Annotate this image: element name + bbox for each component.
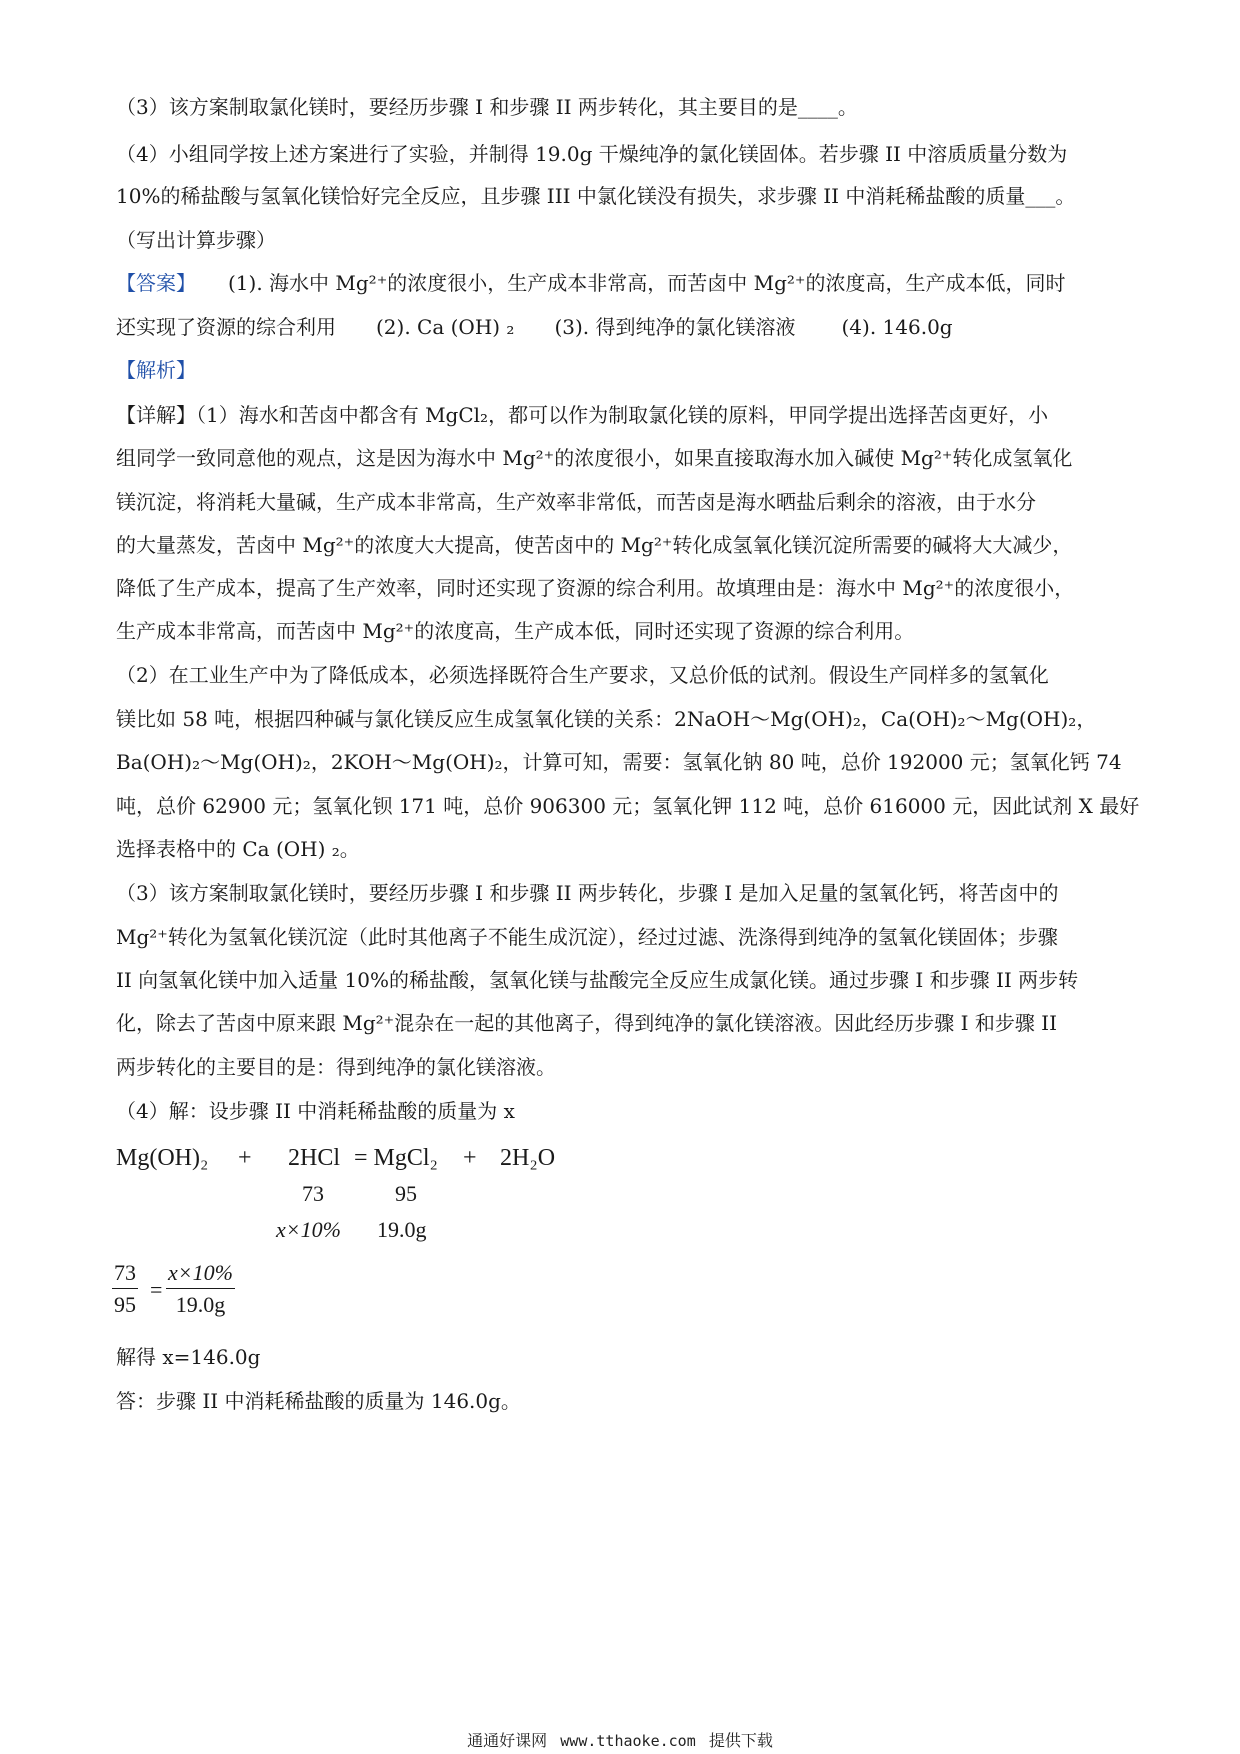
answer-part-1-cont: 还实现了资源的综合利用	[116, 315, 336, 339]
proportion-right-numerator: x×10%	[166, 1260, 235, 1289]
proportion-right	[166, 1260, 235, 1319]
final-answer: 答：步骤 II 中消耗稀盐酸的质量为 146.0g。	[116, 1389, 521, 1413]
footer-site-name: 通通好课网	[467, 1731, 548, 1750]
equation-value-mgcl2: 19.0g	[377, 1217, 427, 1242]
detail-p3-line-2: Mg²⁺转化为氢氧化镁沉淀（此时其他离子不能生成沉淀），经过过滤、洗涤得到纯净的氢氧化镁固体；步骤	[116, 925, 1058, 949]
answer-part-2: (2). Ca (OH) ₂	[376, 315, 515, 339]
equation-molar-mass-hcl: 73	[302, 1181, 324, 1206]
detail-p1-line-4: 的大量蒸发，苦卤中 Mg²⁺的浓度大大提高，使苦卤中的 Mg²⁺转化成氢氧化镁沉淀所需要的碱将大大减少，	[116, 533, 1073, 557]
detail-p1-line-1: 【详解】（1）海水和苦卤中都含有 MgCl₂，都可以作为制取氯化镁的原料，甲同学提出选择苦卤更好，小	[116, 403, 1049, 427]
detail-p1-line-5: 降低了生产成本，提高了生产效率，同时还实现了资源的综合利用。故填理由是：海水中 Mg²⁺的浓度很小，	[116, 576, 1075, 600]
detail-p3-line-4: 化，除去了苦卤中原来跟 Mg²⁺混杂在一起的其他离子，得到纯净的氯化镁溶液。因此经历步骤 I 和步骤 II	[116, 1011, 1057, 1035]
answer-part-3: (3). 得到纯净的氯化镁溶液	[554, 315, 796, 339]
answer-line-2	[116, 314, 1126, 340]
equation-value-hcl: x×10%	[276, 1217, 341, 1242]
question-4-line-3: （写出计算步骤）	[116, 228, 276, 252]
equation-product-1: = MgCl₂	[354, 1145, 438, 1171]
detail-p1-line-6: 生产成本非常高，而苦卤中 Mg²⁺的浓度高，生产成本低，同时还实现了资源的综合利用。	[116, 619, 915, 643]
answer-part-4: (4). 146.0g	[841, 315, 953, 339]
equation-plus-1: +	[238, 1145, 252, 1171]
proportion-left-denominator: 95	[114, 1292, 136, 1317]
question-4-line-1: （4）小组同学按上述方案进行了实验，并制得 19.0g 干燥纯净的氯化镁固体。若步骤 II 中溶质质量分数为	[116, 142, 1068, 166]
equation-product-2: 2H₂O	[500, 1145, 556, 1171]
proportion-equals: =	[150, 1277, 163, 1302]
proportion-left	[112, 1260, 138, 1319]
detail-p1-line-3: 镁沉淀，将消耗大量碱，生产成本非常高，生产效率非常低，而苦卤是海水晒盐后剩余的溶液，由于水分	[116, 490, 1036, 514]
detail-p2-line-4: 吨，总价 62900 元；氢氧化钡 171 吨，总价 906300 元；氢氧化钾 112 吨，总价 616000 元，因此试剂 X 最好	[116, 794, 1140, 818]
detail-p2-line-5: 选择表格中的 Ca (OH) ₂。	[116, 837, 360, 861]
detail-p3-line-1: （3）该方案制取氯化镁时，要经历步骤 I 和步骤 II 两步转化，步骤 I 是加入足量的氢氧化钙，将苦卤中的	[116, 881, 1059, 905]
question-4-line-2: 10%的稀盐酸与氢氧化镁恰好完全反应，且步骤 III 中氯化镁没有损失，求步骤 II 中消耗稀盐酸的质量___。	[116, 184, 1076, 208]
footer-download-text: 提供下载	[708, 1731, 773, 1750]
detail-p3-line-5: 两步转化的主要目的是：得到纯净的氯化镁溶液。	[116, 1055, 556, 1079]
footer-url: www.tthaoke.com	[560, 1732, 696, 1750]
answer-part-1: (1). 海水中 Mg²⁺的浓度很小，生产成本非常高，而苦卤中 Mg²⁺的浓度高，生产成本低，同时	[228, 271, 1066, 295]
detail-p2-line-2: 镁比如 58 吨，根据四种碱与氯化镁反应生成氢氧化镁的关系：2NaOH～Mg(OH)₂，Ca(OH)₂～Mg(OH)₂，	[116, 707, 1097, 731]
solution-result: 解得 x=146.0g	[116, 1345, 261, 1369]
detail-p3-line-3: II 向氢氧化镁中加入适量 10%的稀盐酸，氢氧化镁与盐酸完全反应生成氯化镁。通过步骤 I 和步骤 II 两步转	[116, 968, 1079, 992]
question-3: （3）该方案制取氯化镁时，要经历步骤 I 和步骤 II 两步转化，其主要目的是____。	[116, 95, 858, 119]
proportion-right-denominator: 19.0g	[175, 1292, 226, 1317]
analysis-label: 【解析】	[116, 358, 196, 382]
answer-label: 【答案】	[116, 271, 196, 295]
detail-p2-line-1: （2）在工业生产中为了降低成本，必须选择既符合生产要求，又总价低的试剂。假设生产同样多的氢氧化	[116, 663, 1049, 687]
proportion-left-numerator: 73	[112, 1260, 138, 1289]
equation-plus-2: +	[463, 1145, 477, 1171]
equation-reactant-2: 2HCl	[288, 1145, 341, 1171]
detail-p4: （4）解：设步骤 II 中消耗稀盐酸的质量为 x	[116, 1099, 515, 1123]
detail-p2-line-3: Ba(OH)₂～Mg(OH)₂，2KOH～Mg(OH)₂，计算可知，需要：氢氧化钠 80 吨，总价 192000 元；氢氧化钙 74	[116, 750, 1122, 774]
page-footer	[0, 1728, 1240, 1751]
detail-p1-line-2: 组同学一致同意他的观点，这是因为海水中 Mg²⁺的浓度很小，如果直接取海水加入碱使 Mg²⁺转化成氢氧化	[116, 446, 1073, 470]
equation-molar-mass-mgcl2: 95	[395, 1181, 417, 1206]
answer-line-1	[116, 270, 1126, 296]
equation-reactant-1: Mg(OH)₂	[116, 1145, 209, 1171]
